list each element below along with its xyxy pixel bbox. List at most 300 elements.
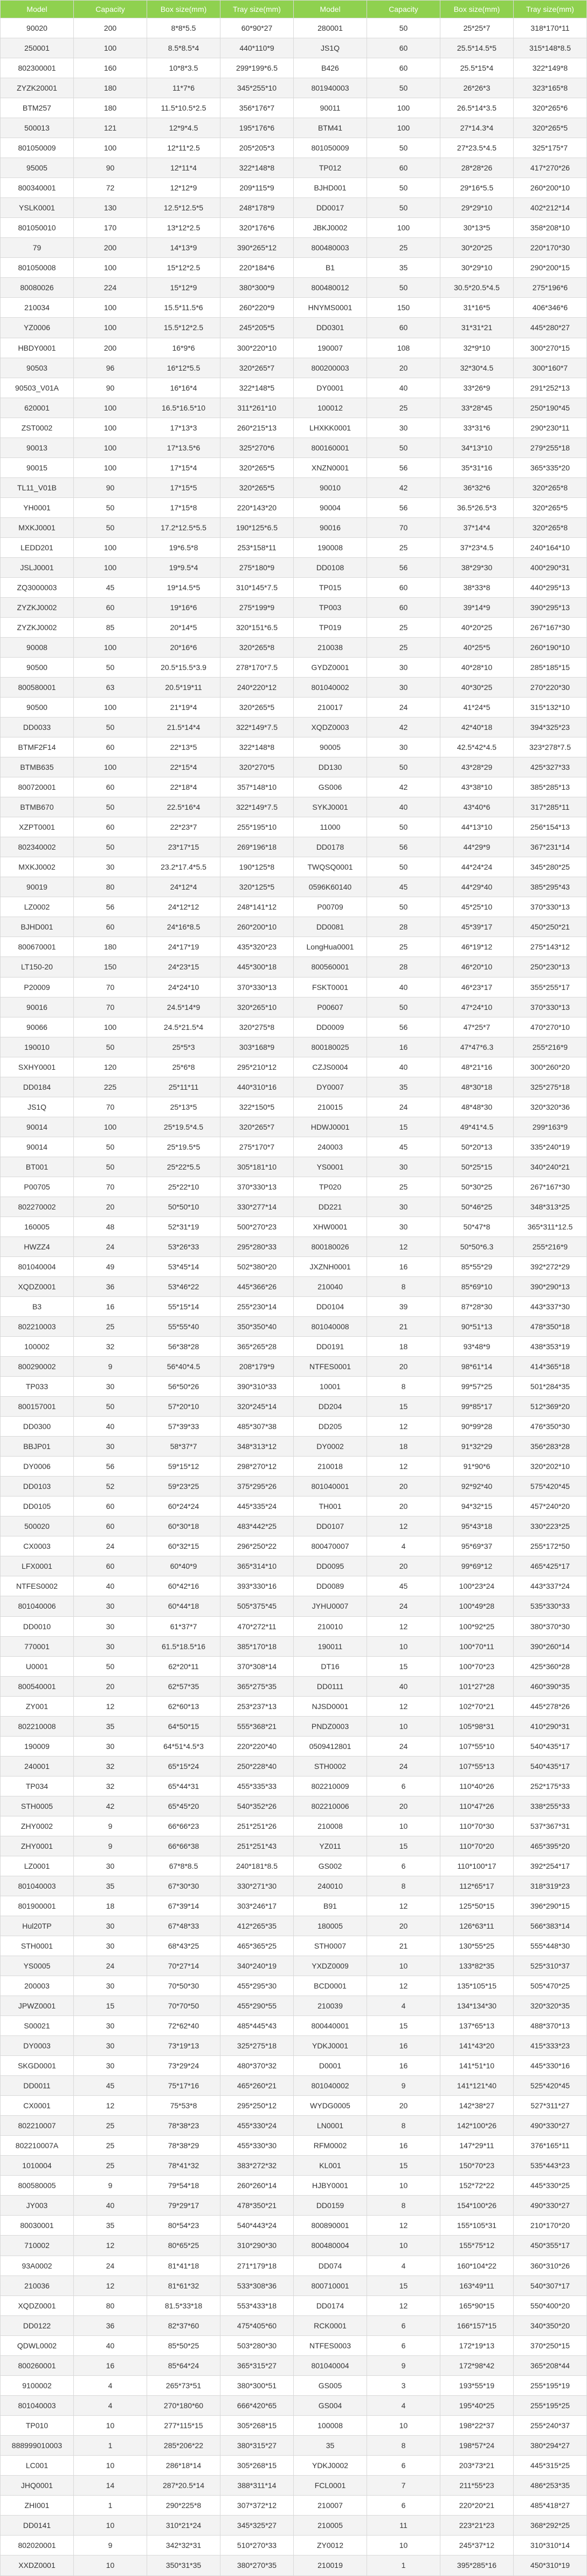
cell-tray-size-left: 298*270*12 bbox=[220, 1457, 294, 1477]
cell-box-size-right: 142*100*26 bbox=[440, 2116, 514, 2136]
cell-capacity-left: 36 bbox=[74, 2315, 147, 2335]
cell-model-right: 0596K60140 bbox=[294, 877, 367, 897]
cell-tray-size-right: 488*370*13 bbox=[514, 2016, 587, 2036]
cell-model-left: 801040006 bbox=[1, 1596, 74, 1616]
cell-box-size-right: 37*23*4.5 bbox=[440, 537, 514, 557]
cell-capacity-left: 24 bbox=[74, 1956, 147, 1976]
cell-tray-size-right: 210*170*20 bbox=[514, 2216, 587, 2236]
cell-capacity-right: 60 bbox=[367, 158, 440, 178]
table-row bbox=[1, 2495, 587, 2515]
table-row bbox=[1, 1256, 587, 1276]
cell-box-size-left: 53*45*14 bbox=[147, 1256, 220, 1276]
cell-tray-size-left: 480*370*32 bbox=[220, 2056, 294, 2076]
cell-tray-size-right: 535*330*33 bbox=[514, 1596, 587, 1616]
cell-box-size-right: 27*23.5*4.5 bbox=[440, 138, 514, 158]
cell-tray-size-right: 330*223*25 bbox=[514, 1516, 587, 1536]
table-row bbox=[1, 678, 587, 698]
cell-box-size-left: 64*51*4.5*3 bbox=[147, 1736, 220, 1756]
cell-capacity-right: 50 bbox=[367, 78, 440, 98]
cell-box-size-right: 172*98*42 bbox=[440, 2355, 514, 2375]
cell-tray-size-right: 367*231*14 bbox=[514, 837, 587, 857]
cell-model-right: HDWJ0001 bbox=[294, 1117, 367, 1137]
cell-model-right: YDKJ0002 bbox=[294, 2455, 367, 2475]
cell-box-size-right: 95*43*18 bbox=[440, 1516, 514, 1536]
cell-box-size-left: 67*39*14 bbox=[147, 1896, 220, 1916]
cell-capacity-right: 40 bbox=[367, 378, 440, 398]
cell-capacity-right: 10 bbox=[367, 1636, 440, 1656]
cell-box-size-right: 44*24*24 bbox=[440, 857, 514, 877]
cell-model-left: 210034 bbox=[1, 298, 74, 318]
cell-tray-size-right: 256*154*13 bbox=[514, 817, 587, 837]
cell-model-left: ZY001 bbox=[1, 1696, 74, 1716]
cell-tray-size-left: 365*314*10 bbox=[220, 1556, 294, 1576]
table-row bbox=[1, 857, 587, 877]
cell-model-right: DD205 bbox=[294, 1417, 367, 1437]
cell-capacity-right: 15 bbox=[367, 2276, 440, 2295]
table-row bbox=[1, 718, 587, 737]
cell-model-right: TH001 bbox=[294, 1497, 367, 1516]
cell-capacity-left: 50 bbox=[74, 517, 147, 537]
cell-tray-size-right: 445*330*25 bbox=[514, 2176, 587, 2196]
cell-capacity-left: 14 bbox=[74, 2475, 147, 2495]
cell-model-left: 90503_V01A bbox=[1, 378, 74, 398]
cell-tray-size-right: 457*240*20 bbox=[514, 1497, 587, 1516]
cell-box-size-right: 223*21*23 bbox=[440, 2515, 514, 2535]
table-row bbox=[1, 78, 587, 98]
table-row bbox=[1, 1516, 587, 1536]
cell-tray-size-right: 485*418*27 bbox=[514, 2495, 587, 2515]
cell-box-size-right: 31*16*5 bbox=[440, 298, 514, 318]
cell-box-size-right: 134*134*30 bbox=[440, 1996, 514, 2016]
cell-capacity-left: 40 bbox=[74, 2335, 147, 2355]
cell-tray-size-right: 505*470*25 bbox=[514, 1976, 587, 1996]
cell-model-left: ZHY0001 bbox=[1, 1836, 74, 1856]
cell-box-size-right: 47*24*10 bbox=[440, 997, 514, 1017]
table-row bbox=[1, 977, 587, 997]
table-row bbox=[1, 1656, 587, 1676]
cell-box-size-right: 50*30*25 bbox=[440, 1177, 514, 1197]
table-row bbox=[1, 497, 587, 517]
cell-capacity-right: 60 bbox=[367, 597, 440, 617]
cell-tray-size-left: 322*148*8 bbox=[220, 737, 294, 757]
table-row bbox=[1, 2236, 587, 2256]
cell-model-right: DT16 bbox=[294, 1656, 367, 1676]
cell-capacity-left: 50 bbox=[74, 797, 147, 817]
cell-capacity-left: 100 bbox=[74, 457, 147, 477]
cell-box-size-left: 70*70*50 bbox=[147, 1996, 220, 2016]
cell-tray-size-left: 295*280*33 bbox=[220, 1236, 294, 1256]
cell-model-left: 90066 bbox=[1, 1017, 74, 1037]
cell-model-left: 200003 bbox=[1, 1976, 74, 1996]
cell-model-left: LC001 bbox=[1, 2455, 74, 2475]
cell-box-size-right: 198*57*24 bbox=[440, 2435, 514, 2455]
table-row bbox=[1, 1576, 587, 1596]
cell-capacity-right: 50 bbox=[367, 897, 440, 917]
cell-tray-size-left: 310*145*7.5 bbox=[220, 577, 294, 597]
cell-capacity-left: 30 bbox=[74, 1976, 147, 1996]
table-row bbox=[1, 2136, 587, 2156]
table-row bbox=[1, 1236, 587, 1256]
cell-model-right: YXDZ0009 bbox=[294, 1956, 367, 1976]
cell-box-size-right: 40*25*5 bbox=[440, 637, 514, 657]
cell-model-right: 801040008 bbox=[294, 1317, 367, 1337]
cell-box-size-right: 34*13*10 bbox=[440, 438, 514, 457]
cell-model-right: D0001 bbox=[294, 2056, 367, 2076]
cell-capacity-left: 225 bbox=[74, 1077, 147, 1097]
cell-box-size-left: 60*24*24 bbox=[147, 1497, 220, 1516]
cell-tray-size-left: 320*265*7 bbox=[220, 358, 294, 378]
cell-model-left: TP034 bbox=[1, 1776, 74, 1796]
cell-tray-size-left: 345*325*27 bbox=[220, 2515, 294, 2535]
cell-box-size-left: 21.5*14*4 bbox=[147, 718, 220, 737]
cell-model-left: 79 bbox=[1, 238, 74, 258]
cell-tray-size-left: 253*237*13 bbox=[220, 1696, 294, 1716]
cell-capacity-right: 30 bbox=[367, 1157, 440, 1177]
cell-tray-size-left: 500*270*23 bbox=[220, 1217, 294, 1236]
cell-tray-size-left: 260*215*13 bbox=[220, 418, 294, 438]
cell-model-right: YS0001 bbox=[294, 1157, 367, 1177]
cell-capacity-left: 30 bbox=[74, 857, 147, 877]
cell-capacity-right: 4 bbox=[367, 1536, 440, 1556]
cell-model-right: DD0174 bbox=[294, 2295, 367, 2315]
table-row bbox=[1, 2036, 587, 2056]
cell-tray-size-right: 410*290*31 bbox=[514, 1716, 587, 1736]
cell-box-size-right: 42*40*18 bbox=[440, 718, 514, 737]
cell-box-size-left: 61*37*7 bbox=[147, 1616, 220, 1636]
cell-tray-size-right: 270*220*30 bbox=[514, 678, 587, 698]
cell-tray-size-left: 320*265*8 bbox=[220, 637, 294, 657]
table-row bbox=[1, 278, 587, 298]
cell-box-size-right: 245*37*12 bbox=[440, 2535, 514, 2555]
cell-tray-size-left: 220*184*6 bbox=[220, 258, 294, 278]
cell-model-right: 210039 bbox=[294, 1996, 367, 2016]
cell-tray-size-left: 380*300*51 bbox=[220, 2375, 294, 2395]
cell-model-right: JBKJ0002 bbox=[294, 218, 367, 238]
cell-capacity-left: 15 bbox=[74, 1996, 147, 2016]
cell-capacity-left: 70 bbox=[74, 1097, 147, 1117]
cell-capacity-left: 36 bbox=[74, 1276, 147, 1296]
cell-tray-size-left: 666*420*65 bbox=[220, 2395, 294, 2415]
cell-capacity-left: 100 bbox=[74, 298, 147, 318]
cell-box-size-left: 20*14*5 bbox=[147, 617, 220, 637]
cell-capacity-left: 12 bbox=[74, 2276, 147, 2295]
cell-model-right: 800470007 bbox=[294, 1536, 367, 1556]
cell-model-left: TP010 bbox=[1, 2415, 74, 2435]
cell-tray-size-right: 255*195*19 bbox=[514, 2375, 587, 2395]
table-row bbox=[1, 1457, 587, 1477]
cell-box-size-left: 60*30*18 bbox=[147, 1516, 220, 1536]
table-row bbox=[1, 997, 587, 1017]
cell-box-size-right: 211*55*23 bbox=[440, 2475, 514, 2495]
cell-box-size-left: 270*180*60 bbox=[147, 2395, 220, 2415]
cell-capacity-right: 15 bbox=[367, 2156, 440, 2176]
cell-model-left: 90013 bbox=[1, 438, 74, 457]
cell-model-left: 800157001 bbox=[1, 1397, 74, 1417]
table-row bbox=[1, 1197, 587, 1217]
cell-box-size-right: 160*104*22 bbox=[440, 2256, 514, 2276]
cell-box-size-right: 30*29*10 bbox=[440, 258, 514, 278]
cell-model-right: GS004 bbox=[294, 2395, 367, 2415]
table-row bbox=[1, 2076, 587, 2096]
cell-tray-size-right: 220*170*30 bbox=[514, 238, 587, 258]
cell-capacity-right: 28 bbox=[367, 917, 440, 937]
cell-box-size-right: 35*31*16 bbox=[440, 457, 514, 477]
cell-model-left: BTMB635 bbox=[1, 757, 74, 777]
cell-capacity-right: 60 bbox=[367, 58, 440, 78]
cell-tray-size-right: 425*360*28 bbox=[514, 1656, 587, 1676]
cell-tray-size-left: 220*220*40 bbox=[220, 1736, 294, 1756]
cell-capacity-right: 24 bbox=[367, 698, 440, 718]
cell-box-size-left: 15*12*9 bbox=[147, 278, 220, 298]
cell-model-left: Hul20TP bbox=[1, 1916, 74, 1936]
table-row bbox=[1, 298, 587, 318]
cell-model-right: PNDZ0003 bbox=[294, 1716, 367, 1736]
cell-capacity-right: 12 bbox=[367, 2295, 440, 2315]
cell-model-left: YH0001 bbox=[1, 497, 74, 517]
cell-box-size-left: 15*12*2.5 bbox=[147, 258, 220, 278]
cell-model-right: LHXKK0001 bbox=[294, 418, 367, 438]
cell-model-left: QDWL0002 bbox=[1, 2335, 74, 2355]
cell-model-right: 800480003 bbox=[294, 238, 367, 258]
cell-tray-size-right: 443*337*24 bbox=[514, 1576, 587, 1596]
cell-model-right: BTM41 bbox=[294, 118, 367, 138]
cell-capacity-left: 24 bbox=[74, 1536, 147, 1556]
table-row bbox=[1, 817, 587, 837]
cell-tray-size-left: 311*261*10 bbox=[220, 398, 294, 418]
cell-tray-size-left: 322*150*5 bbox=[220, 1097, 294, 1117]
cell-tray-size-right: 540*307*17 bbox=[514, 2276, 587, 2295]
cell-model-left: STH0001 bbox=[1, 1936, 74, 1956]
cell-tray-size-left: 510*270*33 bbox=[220, 2535, 294, 2555]
cell-model-left: 800580005 bbox=[1, 2176, 74, 2196]
cell-model-right: GS005 bbox=[294, 2375, 367, 2395]
cell-box-size-left: 16*9*6 bbox=[147, 338, 220, 358]
cell-tray-size-right: 318*170*11 bbox=[514, 18, 587, 38]
cell-box-size-right: 25.5*14.5*5 bbox=[440, 38, 514, 58]
cell-tray-size-right: 445*315*25 bbox=[514, 2455, 587, 2475]
cell-tray-size-left: 365*265*28 bbox=[220, 1337, 294, 1357]
cell-tray-size-right: 260*200*10 bbox=[514, 178, 587, 198]
cell-box-size-left: 56*38*28 bbox=[147, 1337, 220, 1357]
cell-tray-size-left: 393*330*16 bbox=[220, 1576, 294, 1596]
cell-box-size-left: 17*13*3 bbox=[147, 418, 220, 438]
cell-tray-size-right: 460*390*35 bbox=[514, 1676, 587, 1696]
cell-box-size-left: 79*29*17 bbox=[147, 2196, 220, 2216]
cell-model-right: ZY0012 bbox=[294, 2535, 367, 2555]
cell-capacity-left: 42 bbox=[74, 1796, 147, 1816]
cell-tray-size-left: 485*307*38 bbox=[220, 1417, 294, 1437]
cell-capacity-left: 121 bbox=[74, 118, 147, 138]
table-row bbox=[1, 1876, 587, 1896]
cell-box-size-right: 26*26*3 bbox=[440, 78, 514, 98]
cell-tray-size-left: 455*335*33 bbox=[220, 1776, 294, 1796]
cell-tray-size-right: 267*167*30 bbox=[514, 1177, 587, 1197]
table-row bbox=[1, 797, 587, 817]
cell-box-size-right: 38*29*30 bbox=[440, 557, 514, 577]
cell-capacity-left: 30 bbox=[74, 1596, 147, 1616]
table-row bbox=[1, 1337, 587, 1357]
cell-model-left: U0001 bbox=[1, 1656, 74, 1676]
cell-capacity-left: 9 bbox=[74, 2535, 147, 2555]
cell-capacity-right: 24 bbox=[367, 1756, 440, 1776]
cell-tray-size-left: 390*265*12 bbox=[220, 238, 294, 258]
cell-model-right: BCD0001 bbox=[294, 1976, 367, 1996]
cell-capacity-left: 90 bbox=[74, 378, 147, 398]
cell-capacity-right: 50 bbox=[367, 438, 440, 457]
cell-model-left: NTFES0002 bbox=[1, 1576, 74, 1596]
table-row bbox=[1, 2415, 587, 2435]
cell-tray-size-right: 392*272*29 bbox=[514, 1256, 587, 1276]
cell-model-left: 802300001 bbox=[1, 58, 74, 78]
cell-box-size-left: 60*42*16 bbox=[147, 1576, 220, 1596]
cell-tray-size-right: 320*265*5 bbox=[514, 118, 587, 138]
cell-box-size-left: 24*17*19 bbox=[147, 937, 220, 957]
cell-tray-size-right: 525*310*37 bbox=[514, 1956, 587, 1976]
cell-box-size-left: 11.5*10.5*2.5 bbox=[147, 98, 220, 118]
table-row bbox=[1, 1816, 587, 1836]
cell-model-left: 770001 bbox=[1, 1636, 74, 1656]
cell-capacity-left: 18 bbox=[74, 1896, 147, 1916]
cell-box-size-left: 58*37*7 bbox=[147, 1437, 220, 1457]
cell-model-left: STH0005 bbox=[1, 1796, 74, 1816]
cell-tray-size-right: 470*270*10 bbox=[514, 1017, 587, 1037]
cell-box-size-left: 75*53*8 bbox=[147, 2096, 220, 2116]
cell-box-size-left: 20*16*6 bbox=[147, 637, 220, 657]
cell-box-size-right: 91*32*29 bbox=[440, 1437, 514, 1457]
cell-tray-size-left: 325*275*18 bbox=[220, 2036, 294, 2056]
cell-tray-size-right: 315*132*10 bbox=[514, 698, 587, 718]
cell-capacity-right: 50 bbox=[367, 997, 440, 1017]
cell-box-size-left: 16*16*4 bbox=[147, 378, 220, 398]
cell-capacity-right: 50 bbox=[367, 18, 440, 38]
cell-tray-size-right: 356*283*28 bbox=[514, 1437, 587, 1457]
cell-capacity-right: 20 bbox=[367, 1497, 440, 1516]
cell-tray-size-right: 291*252*13 bbox=[514, 378, 587, 398]
cell-capacity-right: 12 bbox=[367, 1457, 440, 1477]
cell-model-left: DD0103 bbox=[1, 1477, 74, 1497]
cell-tray-size-right: 385*285*13 bbox=[514, 777, 587, 797]
cell-tray-size-left: 245*205*5 bbox=[220, 318, 294, 338]
table-row bbox=[1, 1956, 587, 1976]
table-row bbox=[1, 1497, 587, 1516]
cell-model-left: 210036 bbox=[1, 2276, 74, 2295]
cell-tray-size-right: 380*370*30 bbox=[514, 1616, 587, 1636]
cell-tray-size-left: 380*315*27 bbox=[220, 2435, 294, 2455]
cell-box-size-right: 99*57*25 bbox=[440, 1377, 514, 1397]
cell-model-right: 801040004 bbox=[294, 2355, 367, 2375]
cell-box-size-left: 17*15*4 bbox=[147, 457, 220, 477]
cell-box-size-left: 20.5*15.5*3.9 bbox=[147, 658, 220, 678]
cell-box-size-left: 22.5*16*4 bbox=[147, 797, 220, 817]
cell-tray-size-left: 320*265*10 bbox=[220, 997, 294, 1017]
cell-box-size-left: 12.5*12.5*5 bbox=[147, 198, 220, 218]
cell-model-left: 90500 bbox=[1, 698, 74, 718]
cell-capacity-left: 50 bbox=[74, 1656, 147, 1676]
cell-model-left: 160005 bbox=[1, 1217, 74, 1236]
cell-model-right: 180005 bbox=[294, 1916, 367, 1936]
cell-capacity-right: 25 bbox=[367, 238, 440, 258]
cell-model-right: P00607 bbox=[294, 997, 367, 1017]
cell-tray-size-right: 396*290*15 bbox=[514, 1896, 587, 1916]
cell-box-size-left: 57*20*10 bbox=[147, 1397, 220, 1417]
cell-tray-size-right: 348*313*25 bbox=[514, 1197, 587, 1217]
cell-box-size-left: 61.5*18.5*16 bbox=[147, 1636, 220, 1656]
cell-box-size-left: 25*19.5*5 bbox=[147, 1137, 220, 1157]
cell-box-size-right: 30.5*20.5*4.5 bbox=[440, 278, 514, 298]
cell-tray-size-right: 415*333*23 bbox=[514, 2036, 587, 2056]
cell-tray-size-right: 445*278*26 bbox=[514, 1696, 587, 1716]
cell-tray-size-left: 303*168*9 bbox=[220, 1037, 294, 1057]
cell-tray-size-right: 525*420*45 bbox=[514, 2076, 587, 2096]
cell-tray-size-right: 376*165*11 bbox=[514, 2136, 587, 2156]
cell-tray-size-left: 365*315*27 bbox=[220, 2355, 294, 2375]
cell-box-size-right: 155*75*12 bbox=[440, 2236, 514, 2256]
cell-tray-size-right: 255*240*37 bbox=[514, 2415, 587, 2435]
cell-tray-size-left: 465*260*21 bbox=[220, 2076, 294, 2096]
cell-capacity-right: 39 bbox=[367, 1297, 440, 1317]
cell-box-size-left: 73*19*13 bbox=[147, 2036, 220, 2056]
cell-capacity-left: 56 bbox=[74, 897, 147, 917]
cell-model-left: BTM257 bbox=[1, 98, 74, 118]
table-row bbox=[1, 2455, 587, 2475]
table-row bbox=[1, 58, 587, 78]
cell-tray-size-right: 365*311*12.5 bbox=[514, 1217, 587, 1236]
cell-tray-size-right: 325*275*18 bbox=[514, 1077, 587, 1097]
cell-capacity-right: 12 bbox=[367, 1417, 440, 1437]
cell-model-right: DD0108 bbox=[294, 557, 367, 577]
cell-tray-size-left: 475*405*60 bbox=[220, 2315, 294, 2335]
cell-model-right: 90016 bbox=[294, 517, 367, 537]
cell-model-left: 800670001 bbox=[1, 937, 74, 957]
cell-model-right: 210019 bbox=[294, 2555, 367, 2575]
cell-tray-size-right: 300*270*15 bbox=[514, 338, 587, 358]
cell-box-size-left: 81*61*32 bbox=[147, 2276, 220, 2295]
cell-model-right: 800710001 bbox=[294, 2276, 367, 2295]
cell-capacity-left: 49 bbox=[74, 1256, 147, 1276]
cell-tray-size-right: 260*190*10 bbox=[514, 637, 587, 657]
cell-model-right: NTFES0001 bbox=[294, 1357, 367, 1377]
table-row bbox=[1, 1276, 587, 1296]
table-row bbox=[1, 2435, 587, 2455]
cell-model-left: YSLK0001 bbox=[1, 198, 74, 218]
cell-box-size-right: 49*41*4.5 bbox=[440, 1117, 514, 1137]
cell-box-size-right: 165*90*15 bbox=[440, 2295, 514, 2315]
cell-model-right: HJBY0001 bbox=[294, 2176, 367, 2196]
cell-model-right: JYHU0007 bbox=[294, 1596, 367, 1616]
cell-box-size-left: 72*62*40 bbox=[147, 2016, 220, 2036]
cell-box-size-right: 43*28*29 bbox=[440, 757, 514, 777]
cell-tray-size-right: 335*240*19 bbox=[514, 1137, 587, 1157]
cell-model-left: DD0010 bbox=[1, 1616, 74, 1636]
table-row bbox=[1, 1916, 587, 1936]
cell-box-size-right: 43*38*10 bbox=[440, 777, 514, 797]
cell-tray-size-left: 348*313*12 bbox=[220, 1437, 294, 1457]
cell-box-size-left: 16*12*5.5 bbox=[147, 358, 220, 378]
cell-capacity-left: 50 bbox=[74, 1157, 147, 1177]
cell-tray-size-right: 320*265*8 bbox=[514, 477, 587, 497]
cell-model-right: HNYMS0001 bbox=[294, 298, 367, 318]
cell-model-right: DD0191 bbox=[294, 1337, 367, 1357]
table-row bbox=[1, 1716, 587, 1736]
cell-tray-size-right: 318*319*23 bbox=[514, 1876, 587, 1896]
cell-model-left: ZHI001 bbox=[1, 2495, 74, 2515]
cell-box-size-right: 46*23*17 bbox=[440, 977, 514, 997]
cell-capacity-right: 16 bbox=[367, 1037, 440, 1057]
cell-capacity-left: 100 bbox=[74, 438, 147, 457]
cell-model-left: LEDD201 bbox=[1, 537, 74, 557]
cell-box-size-right: 95*69*37 bbox=[440, 1536, 514, 1556]
cell-box-size-left: 19*9.5*4 bbox=[147, 557, 220, 577]
